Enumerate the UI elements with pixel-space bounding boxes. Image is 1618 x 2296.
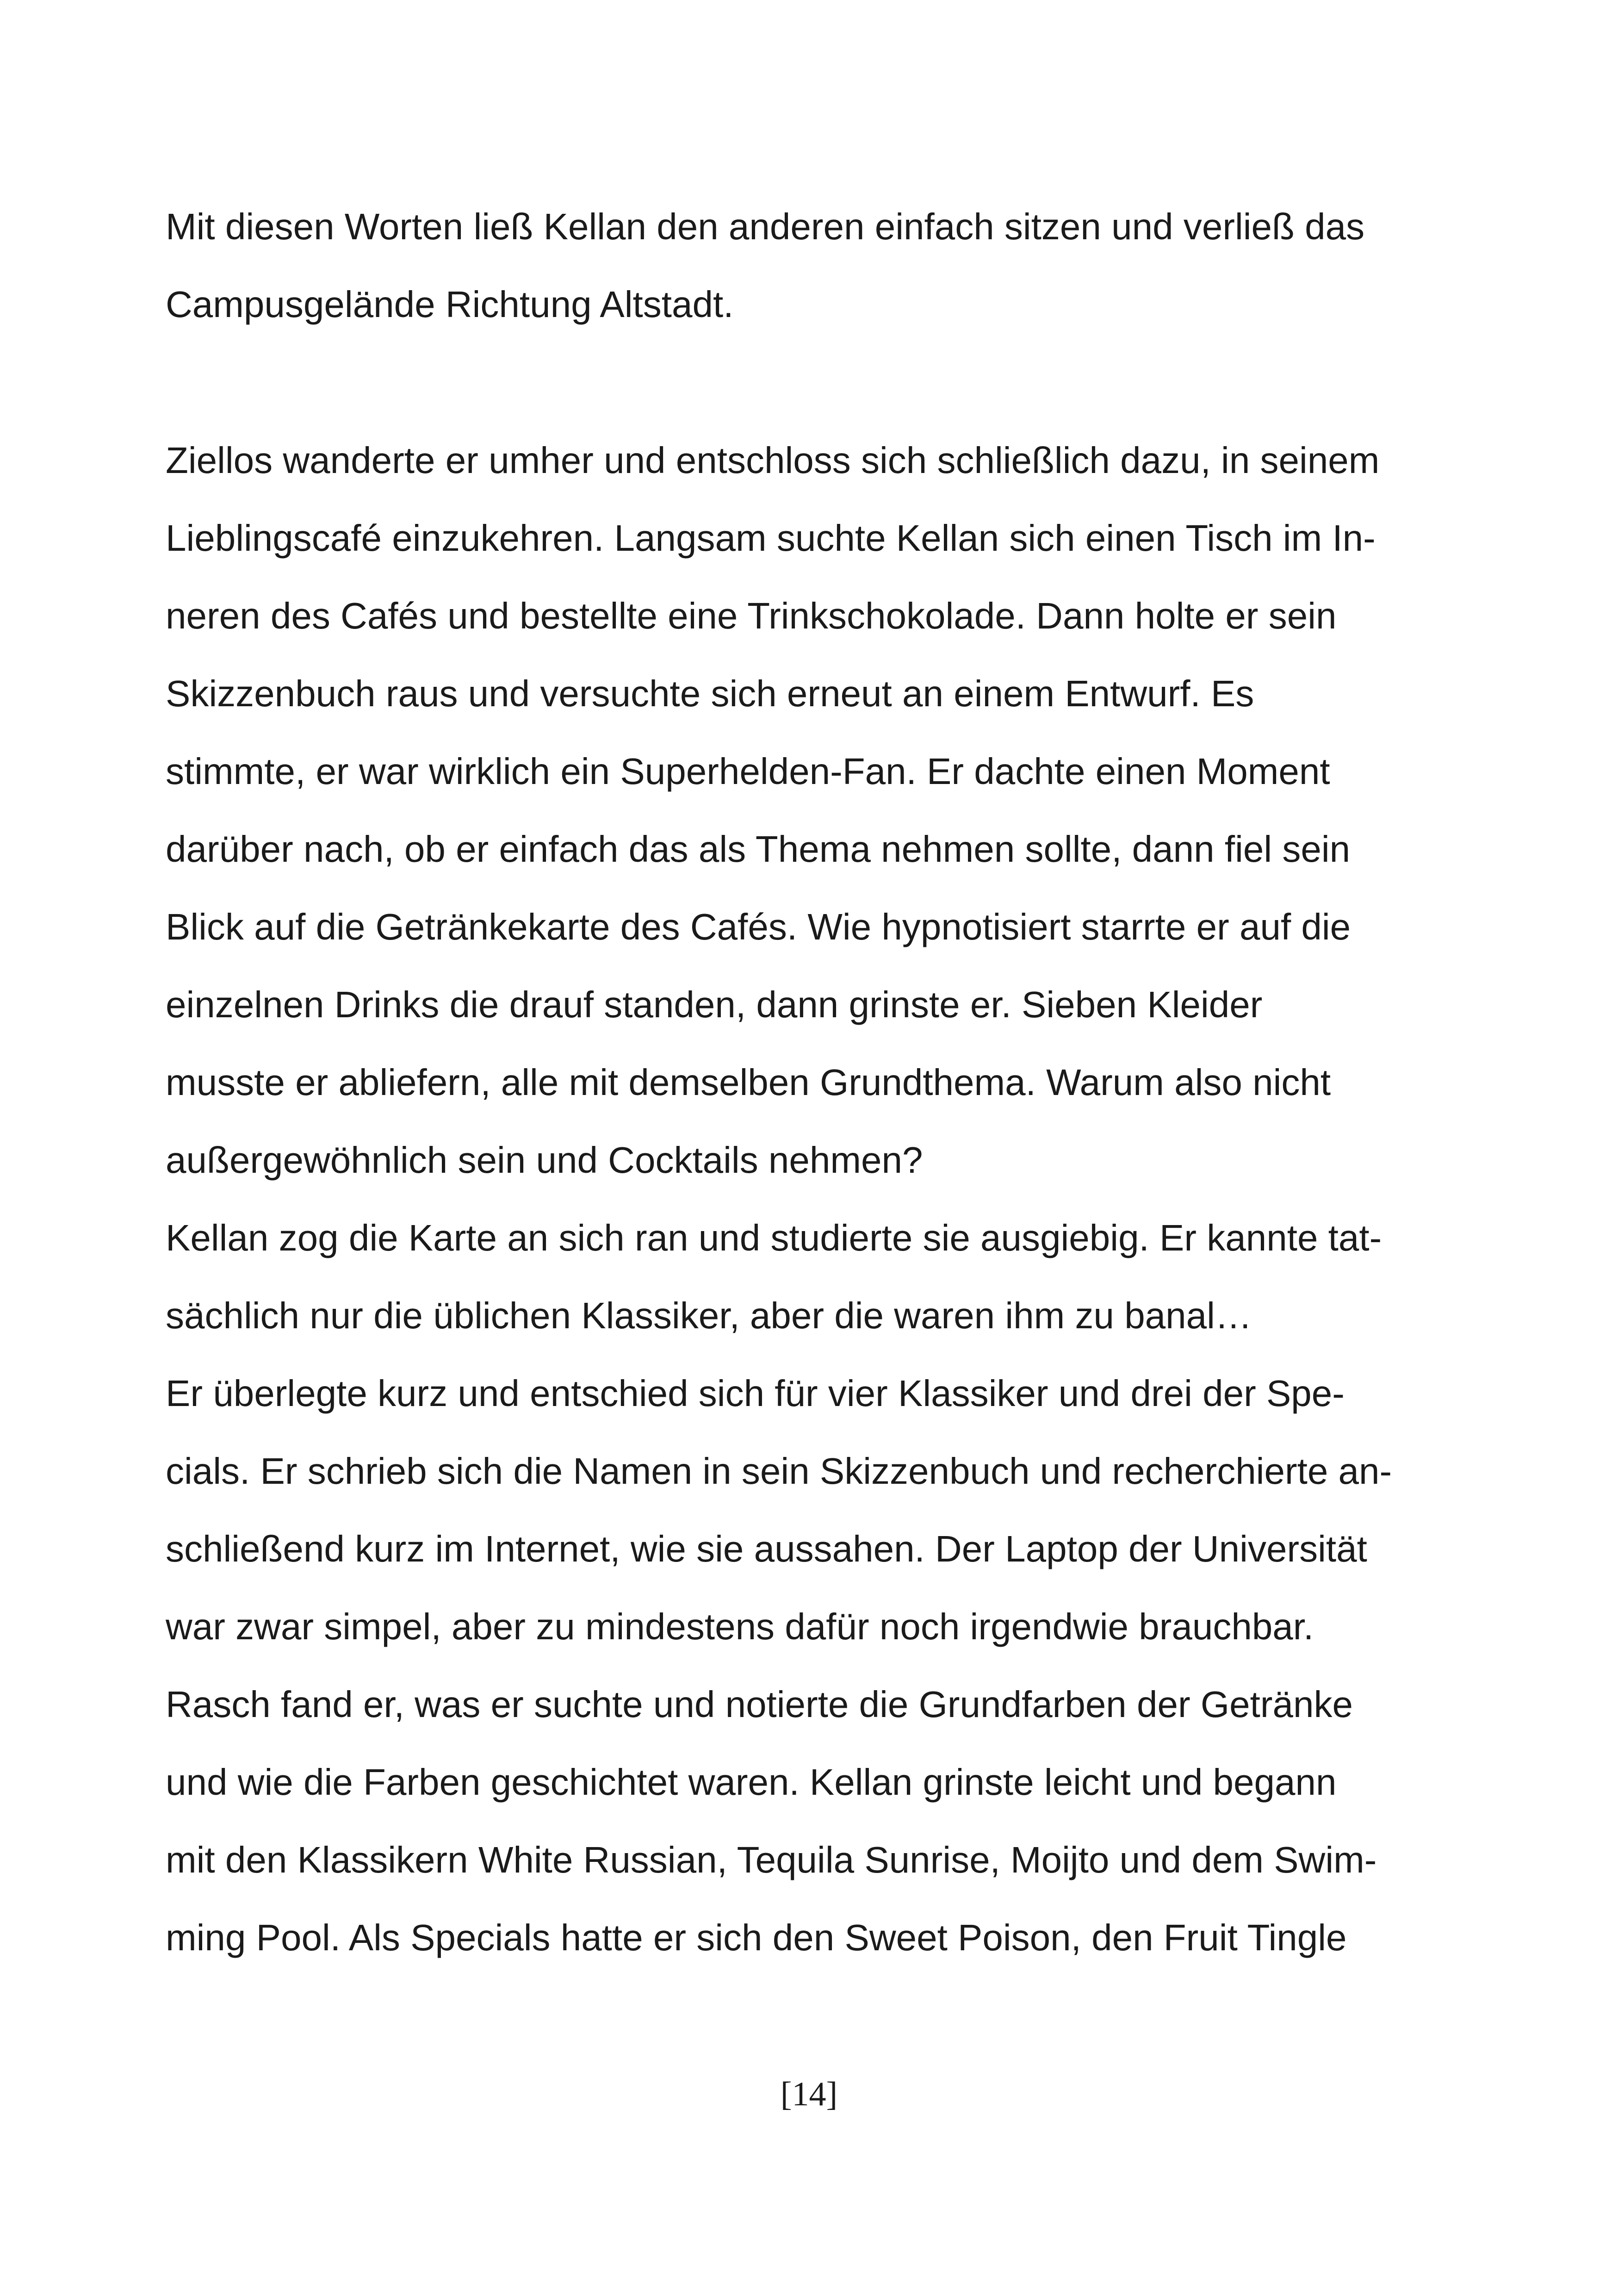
text-line: cials. Er schrieb sich die Namen in sein Skizzenbuch und recherchierte an- bbox=[166, 1450, 1392, 1492]
text-line: war zwar simpel, aber zu mindestens dafür noch irgendwie brauchbar. bbox=[166, 1606, 1314, 1647]
text-line: Campusgelände Richtung Altstadt. bbox=[166, 284, 734, 325]
text-line: musste er abliefern, alle mit demselben Grundthema. Warum also nicht bbox=[166, 1062, 1331, 1103]
page-number: [14] bbox=[780, 2075, 838, 2113]
text-line: und wie die Farben geschichtet waren. Kellan grinste leicht und begann bbox=[166, 1761, 1337, 1803]
text-line: schließend kurz im Internet, wie sie aussahen. Der Laptop der Universität bbox=[166, 1528, 1367, 1569]
text-line: Rasch fand er, was er suchte und notierte die Grundfarben der Getränke bbox=[166, 1684, 1353, 1725]
text-line: sächlich nur die üblichen Klassiker, aber die waren ihm zu banal… bbox=[166, 1295, 1252, 1336]
text-line: Ziellos wanderte er umher und entschloss sich schließlich dazu, in seinem bbox=[166, 440, 1380, 481]
text-line: darüber nach, ob er einfach das als Thema nehmen sollte, dann fiel sein bbox=[166, 828, 1351, 870]
text-line: Lieblingscafé einzukehren. Langsam suchte Kellan sich einen Tisch im In- bbox=[166, 517, 1376, 559]
text-line: Mit diesen Worten ließ Kellan den anderen einfach sitzen und verließ das bbox=[166, 206, 1365, 247]
text-line: Skizzenbuch raus und versuchte sich erneut an einem Entwurf. Es bbox=[166, 673, 1254, 714]
text-line: außergewöhnlich sein und Cocktails nehmen? bbox=[166, 1139, 923, 1181]
text-line: stimmte, er war wirklich ein Superhelden-Fan. Er dachte einen Moment bbox=[166, 751, 1330, 792]
text-line: Blick auf die Getränkekarte des Cafés. Wie hypnotisiert starrte er auf die bbox=[166, 906, 1351, 947]
text-line: neren des Cafés und bestellte eine Trinkschokolade. Dann holte er sein bbox=[166, 595, 1337, 636]
text-line: ming Pool. Als Specials hatte er sich den Sweet Poison, den Fruit Tingle bbox=[166, 1917, 1347, 1958]
text-line: einzelnen Drinks die drauf standen, dann grinste er. Sieben Kleider bbox=[166, 984, 1263, 1025]
text-line: Kellan zog die Karte an sich ran und studierte sie ausgiebig. Er kannte tat- bbox=[166, 1217, 1382, 1258]
text-line: mit den Klassikern White Russian, Tequila Sunrise, Moijto und dem Swim- bbox=[166, 1839, 1377, 1880]
text-line: Er überlegte kurz und entschied sich für vier Klassiker und drei der Spe- bbox=[166, 1373, 1345, 1414]
